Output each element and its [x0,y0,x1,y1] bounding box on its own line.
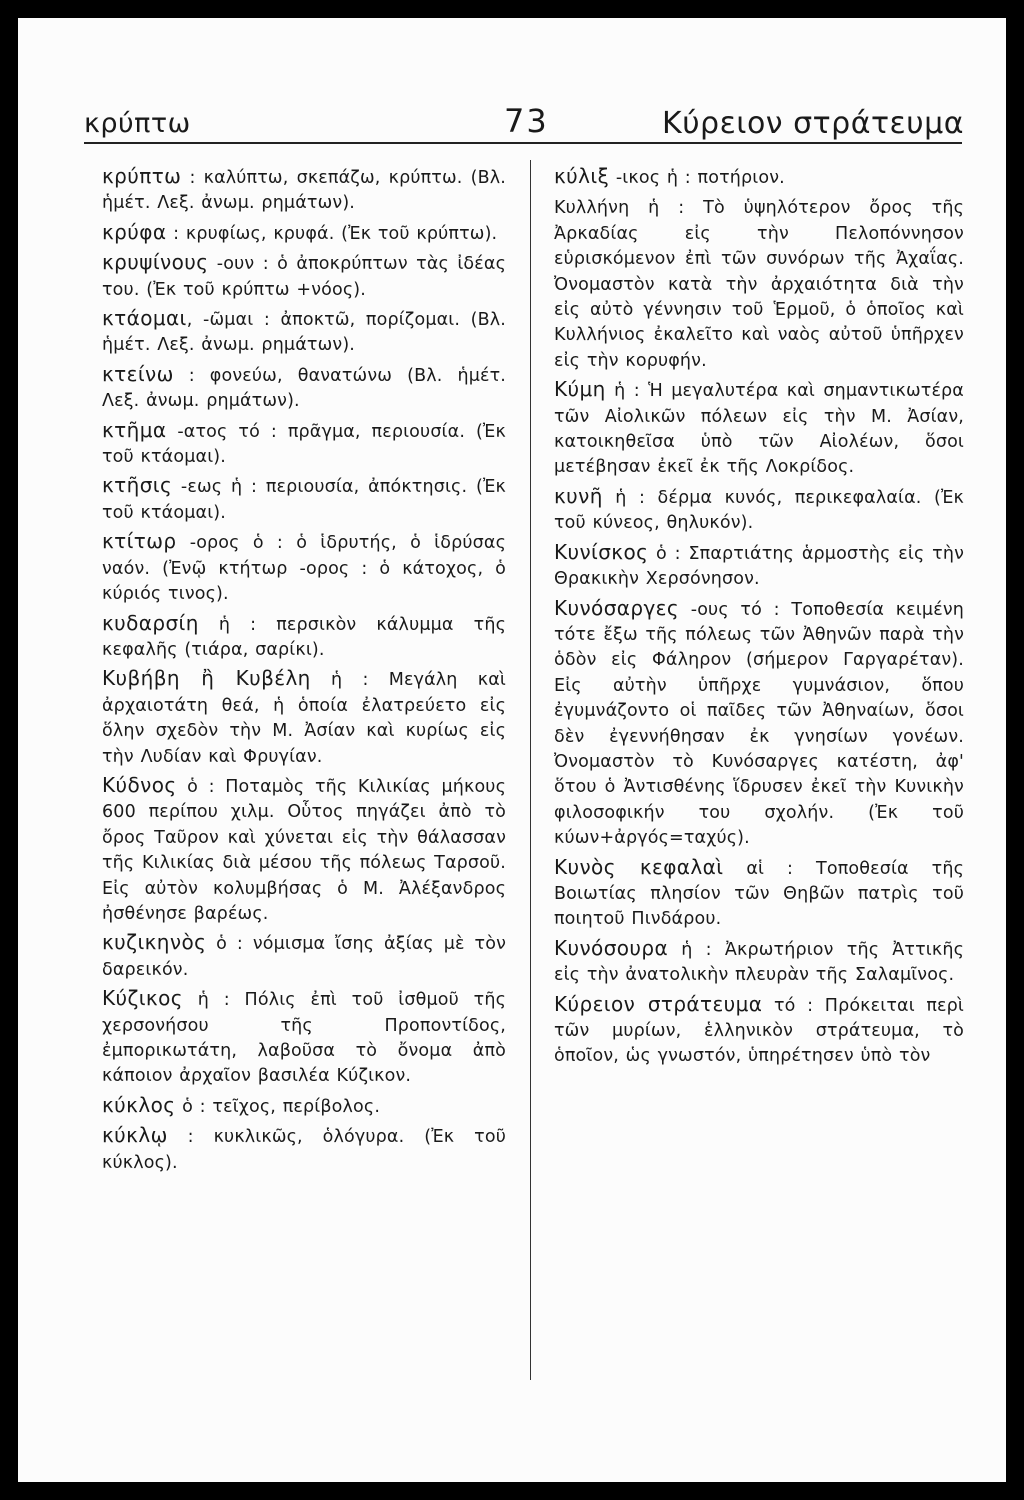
header-rule [84,142,962,144]
entry-headword: κτῆσις [102,473,173,498]
header-right-keyword: Κύρειον στράτευμα [662,106,964,141]
entry-headword: κρυψίνους [102,250,209,275]
dictionary-entry [554,484,964,537]
entry-headword: κτῆμα [102,417,167,442]
dictionary-entry [102,930,506,983]
dictionary-entry [554,194,964,374]
dictionary-entry [554,992,964,1070]
entry-headword: Κυνόσουρα [554,935,669,960]
entry-definition: : φονεύω, θανατώνω (Βλ. ἡμέτ. Λεξ. ἀνωμ. ρημάτων). [102,365,506,412]
dictionary-entry [102,250,506,303]
entry-definition: -ατος τό : πρᾶγμα, περιουσία. (Ἐκ τοῦ κτάομαι). [102,421,506,468]
header-left-keyword: κρύπτω [84,108,191,139]
entry-definition: -ικος ἡ : ποτήριον. [609,168,785,188]
dictionary-entry [102,529,506,607]
page-number: 73 [504,102,549,140]
entry-definition: , -ῶμαι : ἀποκτῶ, πορίζομαι. (Βλ. ἡμέτ. Λεξ. ἀνωμ. ρημάτων). [102,310,506,356]
entry-headword: Κύδνος [102,772,177,797]
dictionary-entry [102,306,506,359]
entry-headword: κυζικηνὸς [102,930,207,955]
entry-definition: ἡ : περσικὸν κάλυμμα τῆς κεφαλῆς (τιάρα, σαρίκι). [102,614,506,660]
entry-definition: -εως ἡ : περιουσία, ἀπόκτησις. (Ἐκ τοῦ κτάομαι). [102,477,506,523]
dictionary-entry [102,473,506,526]
left-column [102,164,506,1179]
entry-headword: κτάομαι [102,306,187,331]
entry-definition: ἡ : Ἡ μεγαλυτέρα καὶ σημαντικωτέρα τῶν Αἰολικῶν πόλεων εἰς τὴν Μ. Ἀσίαν, κατοικηθεῖσα ὑπὸ τῶν Αἰολέων, ὅσοι μετέβησαν ἐκεῖ ἐκ τῆς Λοκρίδος. [554,381,964,478]
entry-headword: κτείνω [102,361,174,386]
dictionary-entry [102,418,506,471]
dictionary-entry [102,666,506,770]
dictionary-entry [102,1093,506,1120]
dictionary-entry [102,1123,506,1176]
entry-definition: ὁ : Σπαρτιάτης ἁρμοστὴς εἰς τὴν Θρακικὴν Χερσόνησον. [554,543,964,590]
entry-definition: ἡ : Ἀκρωτήριον τῆς Ἀττικῆς εἰς τὴν ἀνατολικὴν πλευρὰν τῆς Σαλαμῖνος. [554,939,964,986]
dictionary-entry [102,164,506,217]
dictionary-entry [554,164,964,191]
entry-headword: κυδαρσίη [102,610,199,635]
page-header [84,104,964,144]
entry-definition: ἡ : Πόλις ἐπὶ τοῦ ἰσθμοῦ τῆς χερσονήσου τῆς Προποντίδος, ἐμπορικωτάτη, λαβοῦσα τὸ ὄνομα ἀπὸ κάποιον ἀρχαῖον βασιλέα Κύζικον. [102,990,506,1087]
entry-headword: Κυβήβη ἢ Κυβέλη [102,666,311,691]
entry-headword: κρύφα [102,219,167,244]
dictionary-entry [102,220,506,247]
dictionary-entry [554,596,964,852]
dictionary-entry [102,362,506,415]
entry-definition: ὁ : νόμισμα ἴσης ἀξίας μὲ τὸν δαρεικόν. [102,934,506,980]
column-divider [530,160,531,1380]
dictionary-page [18,18,1006,1482]
entry-definition: τό : Πρόκειται περὶ τῶν μυρίων, ἑλληνικὸν στράτευμα, τὸ ὁποῖον, ὡς γνωστόν, ὑπηρέτησεν ὑπὸ τὸν [554,995,964,1067]
entry-definition: ὁ : τεῖχος, περίβολος. [175,1096,381,1117]
entry-definition: ὁ : Ποταμὸς τῆς Κιλικίας μήκους 600 περίπου χιλμ. Οὗτος πηγάζει ἀπὸ τὸ ὄρος Ταῦρον καὶ χύνεται εἰς τὴν θάλασσαν τῆς Κιλικίας διὰ μέσου τῆς πόλεως Ταρσοῦ. Εἰς αὐτὸν κολυμβήσας ὁ Μ. Ἀλέξανδρος ἠσθένησε βαρέως. [102,776,506,924]
dictionary-entry [102,773,506,927]
dictionary-entry [554,855,964,933]
entry-definition: Κυλλήνη ἡ : Τὸ ὑψηλότερον ὄρος τῆς Ἀρκαδίας εἰς τὴν Πελοπόννησον εὑρισκόμενον ἐπὶ τῶν συνόρων τῆς Ἀχαΐας. Ὀνομαστὸν κατὰ τὴν ἀρχαιότητα διὰ τὴν εἰς αὐτὸ γέννησιν τοῦ Ἑρμοῦ, ὁ ὁποῖος καὶ Κυλλήνιος ἐκαλεῖτο καὶ ναὸς αὐτοῦ ὑπῆρχεν εἰς τὴν κορυφήν. [554,198,964,371]
entry-headword: κύκλῳ [102,1123,168,1148]
entry-definition: -ους τό : Τοποθεσία κειμένη τότε ἔξω τῆς πόλεως τῶν Ἀθηνῶν παρὰ τὴν ὁδὸν εἰς Φάληρον (σήμερον Γαργαρέταν). Εἰς αὐτὴν ὑπῆρχε γυμνάσιον, ὅπου ἐγυμνάζοντο οἱ παῖδες τῶν Ἀθηναίων, ὅσοι δὲν ἐγεννήθησαν ἐκ γνησίων γονέων. Ὀνομαστὸν τὸ Κυνόσαργες κατέστη, ἀφ' ὅτου ὁ Ἀντισθένης ἵδρυσεν ἐκεῖ τὴν Κυνικὴν φιλοσοφικήν του σχολήν. (Ἐκ τοῦ κύων+ἀργός=ταχύς). [554,599,964,849]
entry-definition: ἡ : Μεγάλη καὶ ἀρχαιοτάτη θεά, ἡ ὁποία ἐλατρεύετο εἰς ὅλην σχεδὸν τὴν Μ. Ἀσίαν καὶ κυρίως εἰς τὴν Λυδίαν καὶ Φρυγίαν. [102,670,506,767]
entry-definition: : κρυφίως, κρυφά. (Ἐκ τοῦ κρύπτω). [166,223,498,244]
entry-definition: -ουν : ὁ ἀποκρύπτων τὰς ἰδέας του. (Ἐκ τοῦ κρύπτω +νόος). [102,254,506,300]
entry-headword: κύλιξ [554,164,610,188]
entry-headword: Κυνὸς κεφαλαὶ [554,854,724,879]
dictionary-entry [102,986,506,1090]
entry-headword: κύκλος [102,1092,176,1117]
entry-definition: : καλύπτω, σκεπάζω, κρύπτω. (Βλ. ἡμέτ. Λεξ. ἀνωμ. ρημάτων). [102,168,506,214]
entry-headword: Κύζικος [102,986,183,1011]
entry-headword: κυνῆ [554,483,603,508]
entry-definition: ἡ : δέρμα κυνός, περικεφαλαία. (Ἐκ τοῦ κύνεος, θηλυκόν). [554,487,964,534]
dictionary-entry [554,936,964,989]
entry-headword: κτίτωρ [102,529,177,554]
entry-headword: Κυνόσαργες [554,595,680,620]
dictionary-entry [554,377,964,481]
right-column [554,164,964,1073]
entry-definition: : κυκλικῶς, ὁλόγυρα. (Ἐκ τοῦ κύκλος). [102,1127,506,1173]
entry-definition: -ορος ὁ : ὁ ἱδρυτής, ὁ ἱδρύσας ναόν. (Ἐνῷ κτήτωρ -ορος : ὁ κάτοχος, ὁ κύριός τινος). [102,533,506,605]
entry-headword: Κυνίσκος [554,539,649,564]
entry-headword: Κύμη [554,377,606,402]
dictionary-entry [102,611,506,664]
dictionary-entry [554,540,964,593]
entry-definition: αἱ : Τοποθεσία τῆς Βοιωτίας πλησίον τῶν Θηβῶν πατρὶς τοῦ ποιητοῦ Πινδάρου. [554,858,964,930]
entry-headword: κρύπτω [102,164,182,188]
entry-headword: Κύρειον στράτευμα [554,991,763,1016]
